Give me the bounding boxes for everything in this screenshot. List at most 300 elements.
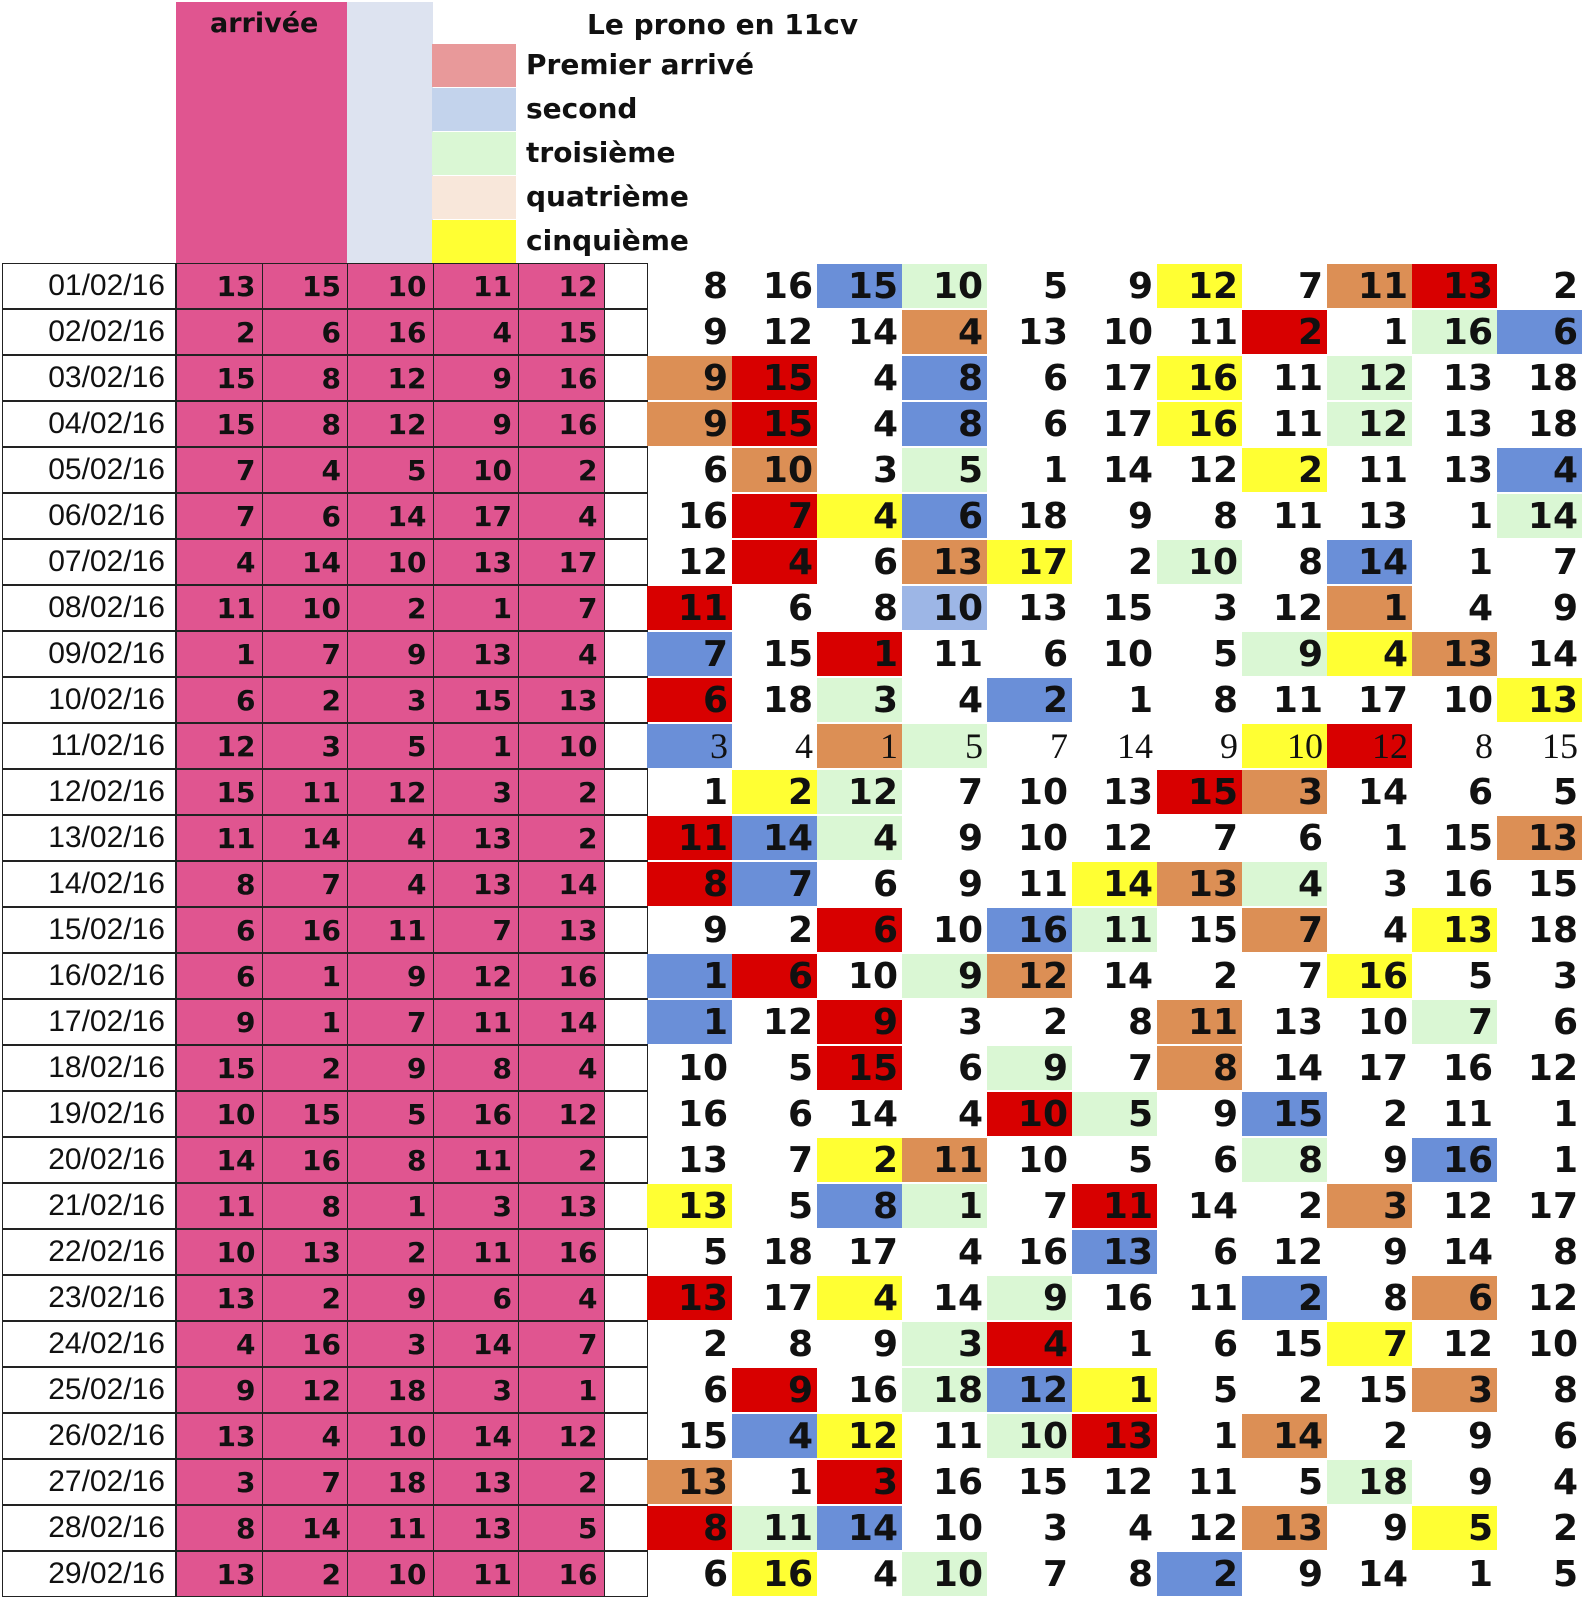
arrivee-cell: 7: [347, 999, 434, 1045]
prono-cell: 8: [702, 265, 728, 307]
prono-cell: 10: [1017, 1139, 1068, 1181]
prono-cell: 6: [787, 1093, 813, 1135]
prono-cell: 1: [1467, 541, 1493, 583]
prono-cell: 9: [1220, 726, 1238, 766]
prono-cell: 10: [987, 1092, 1072, 1136]
prono-cell: 7: [1042, 1185, 1068, 1227]
arrivee-cell: 13: [518, 1183, 605, 1229]
prono-cell: 3: [1412, 1368, 1497, 1412]
spacer-cell: [604, 1229, 648, 1275]
prono-cell: 4: [872, 357, 898, 399]
prono-cell: 6: [1552, 1415, 1578, 1457]
prono-cell: 13: [1017, 587, 1068, 629]
prono-cell: 16: [1017, 1231, 1068, 1273]
prono-cell: 3: [957, 1001, 983, 1043]
light-header-band: [347, 2, 433, 263]
date-cell: 22/02/16: [2, 1229, 176, 1275]
spacer-cell: [604, 861, 648, 907]
prono-cell: 7: [1050, 726, 1068, 766]
prono-cell: 10: [1102, 311, 1153, 353]
arrivee-cell: 1: [433, 723, 520, 769]
prono-cell: 1: [647, 1000, 732, 1044]
prono-cell: 16: [1412, 1138, 1497, 1182]
prono-cell: 13: [677, 1139, 728, 1181]
prono-cell: 14: [1242, 1414, 1327, 1458]
date-cell: 18/02/16: [2, 1045, 176, 1091]
prono-cell: 12: [677, 541, 728, 583]
prono-cell: 12: [1527, 1277, 1578, 1319]
arrivee-cell: 5: [347, 1091, 434, 1137]
spacer-cell: [604, 1045, 648, 1091]
prono-cell: 12: [1442, 1185, 1493, 1227]
prono-cell: 2: [1297, 1369, 1323, 1411]
arrivee-cell: 12: [347, 355, 434, 401]
prono-cell: 16: [1327, 954, 1412, 998]
spacer-cell: [604, 1367, 648, 1413]
date-cell: 21/02/16: [2, 1183, 176, 1229]
prono-cell: 7: [1552, 541, 1578, 583]
date-cell: 29/02/16: [2, 1551, 176, 1597]
arrivee-cell: 6: [176, 677, 263, 723]
prono-cell: 5: [787, 1047, 813, 1089]
date-cell: 11/02/16: [2, 723, 176, 769]
prono-cell: 6: [1042, 357, 1068, 399]
prono-cell: 1: [1552, 1139, 1578, 1181]
legend-label: quatrième: [526, 180, 689, 213]
arrivee-cell: 7: [176, 493, 263, 539]
arrivee-cell: 8: [262, 401, 349, 447]
prono-cell: 1: [902, 1184, 987, 1228]
prono-cell: 6: [702, 1369, 728, 1411]
prono-cell: 16: [1442, 1047, 1493, 1089]
prono-cell: 14: [1327, 540, 1412, 584]
prono-cell: 2: [732, 770, 817, 814]
prono-cell: 9: [1382, 1231, 1408, 1273]
prono-cell: 11: [1157, 1000, 1242, 1044]
prono-cell: 2: [1552, 1507, 1578, 1549]
prono-cell: 3: [1327, 1184, 1412, 1228]
arrivee-header-label: arrivée: [210, 8, 319, 39]
prono-cell: 7: [647, 632, 732, 676]
arrivee-cell: 12: [176, 723, 263, 769]
prono-cell: 14: [1272, 1047, 1323, 1089]
prono-cell: 2: [1552, 265, 1578, 307]
prono-cell: 16: [1157, 356, 1242, 400]
prono-cell: 5: [902, 724, 987, 768]
prono-cell: 16: [932, 1461, 983, 1503]
date-cell: 27/02/16: [2, 1459, 176, 1505]
prono-cell: 1: [1382, 817, 1408, 859]
prono-cell: 1: [1327, 586, 1412, 630]
prono-cell: 13: [1412, 264, 1497, 308]
prono-cell: 11: [1272, 403, 1323, 445]
prono-cell: 10: [932, 909, 983, 951]
prono-cell: 9: [872, 1323, 898, 1365]
prono-cell: 15: [1157, 770, 1242, 814]
prono-cell: 4: [1127, 1507, 1153, 1549]
prono-cell: 9: [1242, 632, 1327, 676]
prono-cell: 18: [902, 1368, 987, 1412]
prono-cell: 8: [1212, 495, 1238, 537]
arrivee-cell: 12: [518, 1413, 605, 1459]
prono-cell: 9: [1382, 1139, 1408, 1181]
prono-cell: 3: [1042, 1507, 1068, 1549]
prono-cell: 13: [1497, 678, 1582, 722]
prono-cell: 5: [1297, 1461, 1323, 1503]
arrivee-cell: 4: [176, 539, 263, 585]
prono-cell: 10: [1017, 771, 1068, 813]
spacer-cell: [604, 1505, 648, 1551]
prono-cell: 12: [1187, 449, 1238, 491]
prono-cell: 14: [1102, 955, 1153, 997]
arrivee-cell: 4: [176, 1321, 263, 1367]
prono-cell: 18: [1527, 909, 1578, 951]
arrivee-cell: 12: [347, 769, 434, 815]
date-cell: 25/02/16: [2, 1367, 176, 1413]
arrivee-cell: 18: [347, 1367, 434, 1413]
spacer-cell: [604, 1413, 648, 1459]
arrivee-cell: 7: [176, 447, 263, 493]
prono-cell: 1: [1072, 1368, 1157, 1412]
prono-cell: 7: [732, 494, 817, 538]
date-cell: 01/02/16: [2, 263, 176, 309]
prono-cell: 7: [732, 862, 817, 906]
prono-cell: 4: [902, 310, 987, 354]
arrivee-cell: 7: [262, 631, 349, 677]
prono-cell: 9: [647, 402, 732, 446]
prono-cell: 7: [1327, 1322, 1412, 1366]
arrivee-cell: 11: [433, 1551, 520, 1597]
spacer-cell: [604, 999, 648, 1045]
prono-cell: 16: [1442, 863, 1493, 905]
arrivee-cell: 2: [262, 1045, 349, 1091]
prono-cell: 10: [1017, 817, 1068, 859]
arrivee-cell: 2: [518, 769, 605, 815]
prono-cell: 11: [902, 1138, 987, 1182]
legend-label: second: [526, 92, 638, 125]
date-cell: 02/02/16: [2, 309, 176, 355]
prono-cell: 1: [1552, 1093, 1578, 1135]
prono-cell: 4: [1497, 448, 1582, 492]
date-cell: 17/02/16: [2, 999, 176, 1045]
legend-swatch: [432, 220, 516, 263]
prono-cell: 8: [1127, 1001, 1153, 1043]
prono-cell: 1: [787, 1461, 813, 1503]
arrivee-cell: 10: [176, 1229, 263, 1275]
prono-cell: 9: [702, 311, 728, 353]
prono-cell: 18: [1327, 1460, 1412, 1504]
prono-cell: 6: [1412, 1276, 1497, 1320]
prono-cell: 4: [872, 1553, 898, 1595]
prono-cell: 3: [647, 724, 732, 768]
prono-cell: 6: [1497, 310, 1582, 354]
prono-cell: 2: [987, 678, 1072, 722]
prono-cell: 13: [1072, 1230, 1157, 1274]
prono-cell: 14: [1527, 633, 1578, 675]
arrivee-cell: 13: [518, 907, 605, 953]
prono-cell: 13: [1442, 449, 1493, 491]
prono-cell: 8: [787, 1323, 813, 1365]
prono-cell: 4: [795, 726, 813, 766]
prono-cell: 15: [1542, 726, 1578, 766]
arrivee-cell: 12: [433, 953, 520, 999]
prono-cell: 15: [732, 356, 817, 400]
arrivee-cell: 3: [176, 1459, 263, 1505]
arrivee-cell: 16: [262, 907, 349, 953]
arrivee-cell: 1: [262, 999, 349, 1045]
arrivee-cell: 12: [518, 1091, 605, 1137]
arrivee-cell: 8: [176, 1505, 263, 1551]
prono-cell: 5: [1042, 265, 1068, 307]
prono-cell: 2: [1242, 448, 1327, 492]
prono-cell: 6: [1552, 1001, 1578, 1043]
prono-cell: 5: [1072, 1092, 1157, 1136]
prono-cell: 15: [1242, 1092, 1327, 1136]
prono-cell: 3: [817, 678, 902, 722]
prono-cell: 10: [932, 1507, 983, 1549]
prono-cell: 15: [1102, 587, 1153, 629]
arrivee-cell: 1: [262, 953, 349, 999]
prono-cell: 11: [1187, 1277, 1238, 1319]
arrivee-cell: 14: [433, 1321, 520, 1367]
prono-cell: 9: [987, 1046, 1072, 1090]
date-cell: 26/02/16: [2, 1413, 176, 1459]
arrivee-cell: 10: [518, 723, 605, 769]
prono-cell: 13: [1412, 632, 1497, 676]
prono-cell: 5: [1212, 633, 1238, 675]
spacer-cell: [604, 1275, 648, 1321]
prono-cell: 5: [1412, 1506, 1497, 1550]
arrivee-cell: 16: [518, 1551, 605, 1597]
prono-cell: 10: [1357, 1001, 1408, 1043]
prono-cell: 10: [1242, 724, 1327, 768]
prono-cell: 17: [1527, 1185, 1578, 1227]
prono-cell: 16: [732, 1552, 817, 1596]
prono-cell: 12: [1442, 1323, 1493, 1365]
prono-cell: 11: [1072, 1184, 1157, 1228]
prono-cell: 5: [1552, 771, 1578, 813]
prono-cell: 11: [647, 816, 732, 860]
prono-cell: 15: [1527, 863, 1578, 905]
prono-cell: 1: [1382, 311, 1408, 353]
arrivee-cell: 16: [433, 1091, 520, 1137]
date-cell: 09/02/16: [2, 631, 176, 677]
prono-cell: 8: [817, 1184, 902, 1228]
prono-cell: 13: [647, 1184, 732, 1228]
prono-cell: 15: [1442, 817, 1493, 859]
spacer-cell: [604, 539, 648, 585]
prono-cell: 9: [1127, 495, 1153, 537]
prono-cell: 6: [1212, 1231, 1238, 1273]
prono-cell: 2: [1242, 1276, 1327, 1320]
prono-cell: 5: [1467, 955, 1493, 997]
arrivee-cell: 1: [176, 631, 263, 677]
prono-cell: 12: [987, 954, 1072, 998]
spacer-cell: [604, 1459, 648, 1505]
prono-cell: 10: [902, 264, 987, 308]
prono-cell: 6: [787, 587, 813, 629]
arrivee-cell: 13: [176, 1551, 263, 1597]
prono-cell: 9: [702, 909, 728, 951]
prono-cell: 10: [1527, 1323, 1578, 1365]
prono-cell: 14: [817, 1506, 902, 1550]
prono-cell: 12: [1272, 1231, 1323, 1273]
spacer-cell: [604, 631, 648, 677]
prono-cell: 1: [647, 954, 732, 998]
prono-cell: 15: [732, 402, 817, 446]
date-cell: 24/02/16: [2, 1321, 176, 1367]
arrivee-cell: 9: [176, 1367, 263, 1413]
arrivee-cell: 14: [176, 1137, 263, 1183]
spacer-cell: [604, 723, 648, 769]
prono-cell: 8: [647, 1506, 732, 1550]
prono-cell: 9: [1212, 1093, 1238, 1135]
arrivee-cell: 11: [176, 585, 263, 631]
arrivee-cell: 14: [433, 1413, 520, 1459]
prono-cell: 10: [902, 586, 987, 630]
prono-cell: 9: [957, 863, 983, 905]
prono-cell: 4: [1242, 862, 1327, 906]
prono-cell: 15: [1187, 909, 1238, 951]
date-cell: 16/02/16: [2, 953, 176, 999]
prono-cell: 11: [1017, 863, 1068, 905]
prono-cell: 14: [847, 1093, 898, 1135]
prono-cell: 13: [1412, 908, 1497, 952]
prono-cell: 6: [1297, 817, 1323, 859]
prono-cell: 7: [1042, 1553, 1068, 1595]
prono-cell: 9: [902, 954, 987, 998]
arrivee-cell: 17: [518, 539, 605, 585]
prono-cell: 4: [987, 1322, 1072, 1366]
prono-cell: 9: [647, 356, 732, 400]
prono-cell: 4: [817, 1276, 902, 1320]
arrivee-cell: 5: [347, 447, 434, 493]
arrivee-cell: 10: [262, 585, 349, 631]
prono-cell: 17: [762, 1277, 813, 1319]
legend-swatch: [432, 132, 516, 175]
arrivee-cell: 10: [347, 263, 434, 309]
prono-cell: 2: [787, 909, 813, 951]
prono-cell: 4: [1382, 909, 1408, 951]
arrivee-cell: 3: [347, 1321, 434, 1367]
prono-cell: 8: [647, 862, 732, 906]
arrivee-cell: 16: [518, 355, 605, 401]
arrivee-cell: 8: [433, 1045, 520, 1091]
prono-cell: 6: [1212, 1323, 1238, 1365]
spacer-cell: [604, 401, 648, 447]
prono-cell: 11: [647, 586, 732, 630]
prono-cell: 5: [787, 1185, 813, 1227]
arrivee-cell: 15: [176, 1045, 263, 1091]
spacer-cell: [604, 263, 648, 309]
arrivee-cell: 14: [347, 493, 434, 539]
date-cell: 28/02/16: [2, 1505, 176, 1551]
prono-cell: 12: [817, 770, 902, 814]
arrivee-cell: 15: [433, 677, 520, 723]
date-cell: 10/02/16: [2, 677, 176, 723]
spacer-cell: [604, 1321, 648, 1367]
prono-cell: 18: [762, 1231, 813, 1273]
prono-cell: 8: [902, 402, 987, 446]
arrivee-cell: 16: [518, 953, 605, 999]
arrivee-cell: 6: [262, 309, 349, 355]
prono-cell: 1: [702, 771, 728, 813]
prono-cell: 2: [1297, 1185, 1323, 1227]
arrivee-cell: 6: [176, 907, 263, 953]
prono-cell: 6: [1042, 403, 1068, 445]
date-cell: 15/02/16: [2, 907, 176, 953]
prono-cell: 16: [847, 1369, 898, 1411]
prono-cell: 12: [817, 1414, 902, 1458]
prono-cell: 9: [1382, 1507, 1408, 1549]
prono-cell: 11: [1187, 1461, 1238, 1503]
prono-cell: 17: [987, 540, 1072, 584]
arrivee-cell: 16: [518, 1229, 605, 1275]
arrivee-cell: 2: [518, 1137, 605, 1183]
prono-cell: 12: [762, 1001, 813, 1043]
prono-cell: 14: [1357, 771, 1408, 813]
prono-cell: 9: [987, 1276, 1072, 1320]
date-cell: 08/02/16: [2, 585, 176, 631]
arrivee-cell: 11: [433, 999, 520, 1045]
spacer-cell: [604, 815, 648, 861]
arrivee-cell: 9: [433, 401, 520, 447]
arrivee-cell: 13: [433, 539, 520, 585]
prono-cell: 13: [647, 1460, 732, 1504]
prono-cell: 12: [1102, 817, 1153, 859]
prono-cell: 17: [1357, 679, 1408, 721]
prono-cell: 4: [1467, 587, 1493, 629]
arrivee-cell: 8: [347, 1137, 434, 1183]
arrivee-cell: 10: [347, 1551, 434, 1597]
prono-cell: 7: [1212, 817, 1238, 859]
prono-cell: 11: [1272, 357, 1323, 399]
spacer-cell: [604, 493, 648, 539]
prono-cell: 8: [902, 356, 987, 400]
spacer-cell: [604, 309, 648, 355]
prono-cell: 7: [1412, 1000, 1497, 1044]
arrivee-cell: 15: [262, 1091, 349, 1137]
prono-cell: 11: [732, 1506, 817, 1550]
arrivee-cell: 7: [262, 861, 349, 907]
arrivee-cell: 7: [262, 1459, 349, 1505]
arrivee-cell: 11: [347, 907, 434, 953]
spacer-cell: [604, 447, 648, 493]
spacer-cell: [604, 953, 648, 999]
arrivee-cell: 1: [433, 585, 520, 631]
prono-cell: 16: [677, 495, 728, 537]
prono-cell: 6: [1467, 771, 1493, 813]
arrivee-cell: 9: [176, 999, 263, 1045]
prono-cell: 5: [1127, 1139, 1153, 1181]
date-cell: 14/02/16: [2, 861, 176, 907]
arrivee-cell: 3: [433, 1183, 520, 1229]
prono-cell: 11: [1187, 311, 1238, 353]
arrivee-cell: 1: [347, 1183, 434, 1229]
prono-cell: 9: [1467, 1461, 1493, 1503]
arrivee-cell: 10: [433, 447, 520, 493]
arrivee-cell: 15: [262, 263, 349, 309]
arrivee-cell: 14: [518, 999, 605, 1045]
arrivee-cell: 2: [518, 1459, 605, 1505]
prono-cell: 13: [1072, 1414, 1157, 1458]
arrivee-cell: 1: [518, 1367, 605, 1413]
prono-cell: 9: [1467, 1415, 1493, 1457]
arrivee-cell: 18: [347, 1459, 434, 1505]
prono-cell: 13: [1272, 1001, 1323, 1043]
arrivee-cell: 10: [347, 1413, 434, 1459]
prono-cell: 7: [787, 1139, 813, 1181]
